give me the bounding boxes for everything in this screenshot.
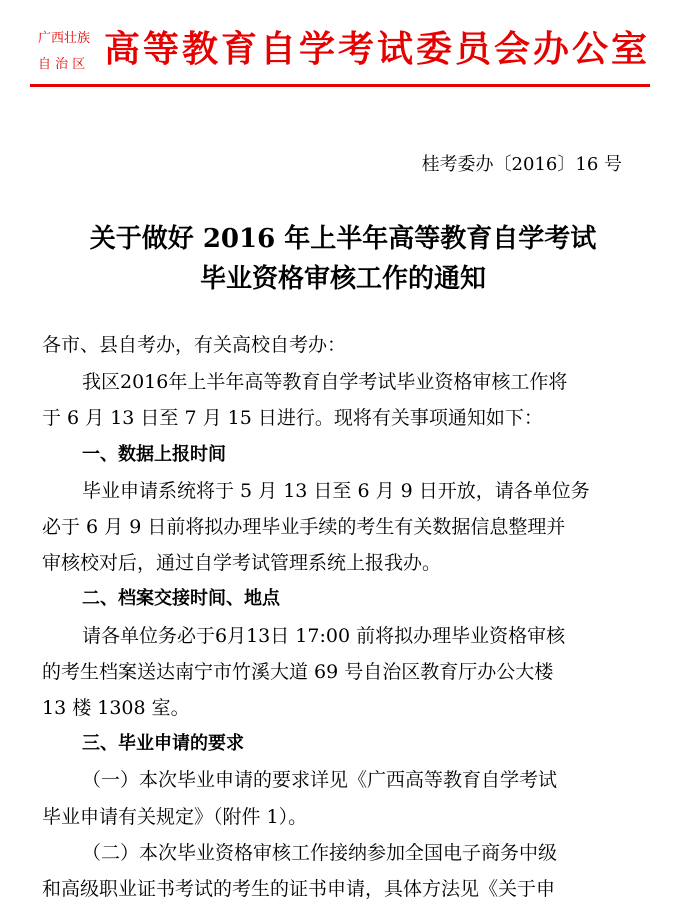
body-paragraph-line: 请各单位务必于6月13日 17:00 前将拟办理毕业资格审核 (82, 625, 566, 647)
notice-title-line2: 毕业资格审核工作的通知 (199, 264, 486, 294)
document-number: 桂考委办〔2016〕16 号 (421, 154, 622, 175)
body-paragraph-line: 必于 6 月 9 日前将拟办理毕业手续的考生有关数据信息整理并 (42, 516, 566, 538)
section-heading-3: 三、毕业申请的要求 (82, 733, 244, 754)
body-paragraph-line: 我区2016年上半年高等教育自学考试毕业资格审核工作将 (82, 371, 568, 393)
body-paragraph-line: （一）本次毕业申请的要求详见《广西高等教育自学考试 (82, 769, 558, 791)
header-region-label (38, 26, 100, 78)
header-region-line2: 自 治 区 (38, 57, 86, 72)
body-paragraph-line: 13 楼 1308 室。 (42, 697, 190, 719)
section-heading-1: 一、数据上报时间 (82, 444, 226, 465)
body-paragraph-line: 毕业申请系统将于 5 月 13 日至 6 月 9 日开放，请各单位务 (82, 480, 590, 502)
salutation: 各市、县自考办，有关高校自考办： (42, 334, 347, 356)
body-paragraph-line: （二）本次毕业资格审核工作接纳参加全国电子商务中级 (82, 842, 558, 864)
header-office-title: 高等教育自学考试委员会办公室 (104, 28, 651, 70)
body-paragraph-line: 毕业申请有关规定》（附件 1）。 (42, 806, 308, 828)
header-red-rule (30, 84, 650, 87)
section-heading-2: 二、档案交接时间、地点 (82, 588, 280, 609)
body-paragraph-line: 和高级职业证书考试的考生的证书申请，具体方法见《关于申 (42, 878, 556, 900)
body-paragraph-line: 于 6 月 13 日至 7 月 15 日进行。现将有关事项通知如下： (42, 407, 543, 429)
body-paragraph-line: 的考生档案送达南宁市竹溪大道 69 号自治区教育厅办公大楼 (42, 661, 554, 683)
header-region-line1: 广西壮族 (38, 31, 91, 46)
body-paragraph-line: 审核校对后，通过自学考试管理系统上报我办。 (42, 552, 442, 574)
notice-title-line1: 关于做好 2016 年上半年高等教育自学考试 (89, 224, 597, 254)
